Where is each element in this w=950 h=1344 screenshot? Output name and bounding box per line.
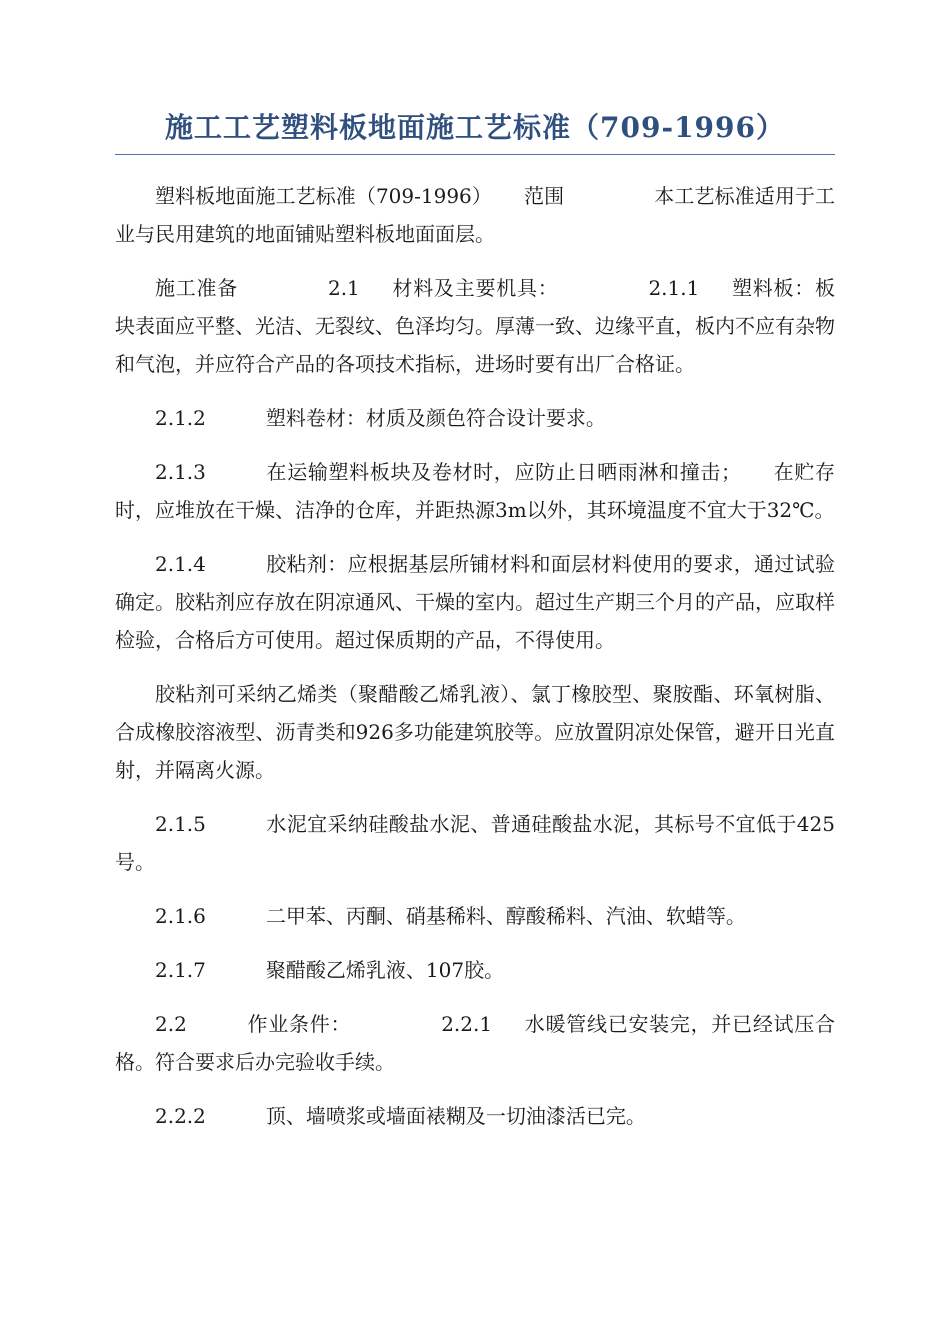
cement-text: 水泥宜采纳硅酸盐水泥、普通硅酸盐水泥，其标号不宜低于425号。: [115, 812, 835, 874]
section-number-2-1-3: 2.1.3: [155, 460, 206, 484]
painting-text: 顶、墙喷浆或墙面裱糊及一切油漆活已完。: [265, 1104, 646, 1128]
section-heading-work-conditions: 作业条件：: [246, 1012, 352, 1036]
roll-material-text: 塑料卷材：材质及颜色符合设计要求。: [265, 406, 606, 430]
paragraph-2-1-6: [115, 897, 835, 935]
title-underline: [115, 154, 835, 155]
section-number-2-1-7: 2.1.7: [155, 958, 206, 982]
section-number-2-2: 2.2: [155, 1012, 187, 1036]
standard-name: 塑料板地面施工艺标准（709-1996）: [155, 184, 492, 208]
paragraph-2-2-1: [115, 1005, 835, 1081]
paragraph-2-1-7: [115, 951, 835, 989]
solvents-text: 二甲苯、丙酮、硝基稀料、醇酸稀料、汽油、软蜡等。: [265, 904, 746, 928]
section-number-2-1-6: 2.1.6: [155, 904, 206, 928]
paragraph-scope: [115, 177, 835, 253]
document-title: 施工工艺塑料板地面施工艺标准（709-1996）: [165, 111, 785, 144]
section-number-2-1-4: 2.1.4: [155, 552, 206, 576]
section-number-2-1-2: 2.1.2: [155, 406, 206, 430]
emulsion-text: 聚醋酸乙烯乳液、107胶。: [265, 958, 505, 982]
plumbing-text: 水暖管线已安装完，并已经试压合格。符合要求后办完验收手续。: [115, 1012, 836, 1074]
section-heading-scope: 范围: [523, 184, 565, 208]
section-number-2-1: 2.1: [327, 276, 360, 300]
paragraph-2-1-4: [115, 545, 835, 659]
section-number-2-1-5: 2.1.5: [155, 812, 206, 836]
section-number-2-2-2: 2.2.2: [155, 1104, 206, 1128]
adhesive-text: 胶粘剂：应根据基层所铺材料和面层材料使用的要求，通过试验确定。胶粘剂应存放在阴凉通风、干燥的室内。超过生产期三个月的产品，应取样检验，合格后方可使用。超过保质期的产品，不得使用。: [115, 552, 835, 652]
section-heading-preparation: 施工准备: [155, 276, 238, 300]
section-number-2-1-1: 2.1.1: [648, 276, 700, 300]
section-heading-materials: 材料及主要机具：: [391, 276, 559, 300]
transport-text: 在运输塑料板块及卷材时，应防止日晒雨淋和撞击；: [265, 460, 742, 484]
paragraph-adhesive-types: [115, 675, 835, 789]
section-number-2-2-1: 2.2.1: [441, 1012, 493, 1036]
paragraph-2-2-2: [115, 1097, 835, 1135]
paragraph-2-1-1: [115, 269, 835, 383]
document-page: [115, 108, 835, 1151]
storage-text: 在贮存时，应堆放在干燥、洁净的仓库，并距热源3m以外，其环境温度不宜大于32℃。: [115, 460, 836, 522]
adhesive-types-text: 胶粘剂可采纳乙烯类（聚醋酸乙烯乳液）、氯丁橡胶型、聚胺酯、环氧树脂、合成橡胶溶液型、沥青类和926多功能建筑胶等。应放置阴凉处保管，避开日光直射，并隔离火源。: [115, 682, 835, 782]
paragraph-2-1-5: [115, 805, 835, 881]
plastic-board-text: 塑料板：板块表面应平整、光洁、无裂纹、色泽均匀。厚薄一致、边缘平直，板内不应有杂物和气泡，并应符合产品的各项技术指标，进场时要有出厂合格证。: [115, 276, 836, 376]
paragraph-2-1-2: [115, 399, 835, 437]
scope-text: 本工艺标准适用于工业与民用建筑的地面铺贴塑料板地面面层。: [115, 184, 835, 246]
paragraph-2-1-3: [115, 453, 835, 529]
